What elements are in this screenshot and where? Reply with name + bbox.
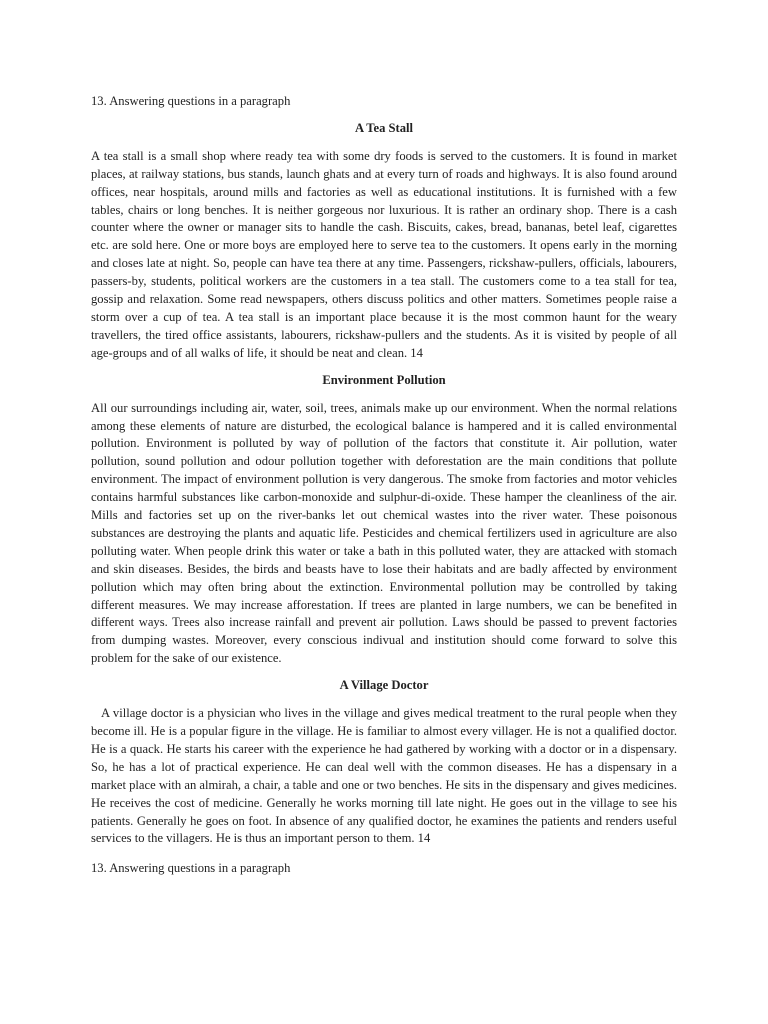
paragraph-village-doctor: A village doctor is a physician who lives in the village and gives medical treatment to the rural people when they become ill. He is a popular figure in the village. He is familiar to almost every villager. He is not a qualified doctor. He is a quack. He starts his career with the experience he had gathered by working with a doctor or in a dispensary. So, he has a lot of practical experience. He can deal well with the common diseases. He has a dispensary in a market place with an almirah, a chair, a table and one or two benches. He sits in the dispensary and gives medicines. He receives the cost of medicine. Generally he works morning till late night. He goes out in the village to see his patients. Generally he goes on foot. In absence of any qualified doctor, he examines the patients and renders useful services to the villagers. He is thus an important person to them. 14 <box>91 706 677 846</box>
heading-environment-pollution: Environment Pollution <box>322 372 446 387</box>
section-environment-pollution <box>91 372 677 669</box>
section-tea-stall <box>91 120 677 363</box>
paragraph-environment-pollution: All our surroundings including air, water, soil, trees, animals make up our environment. When the normal relations among these elements of nature are disturbed, the ecological balance is hampered and it is called environmental pollution. Environment is polluted by way of pollution of the factors that constitute it. Air pollution, water pollution, sound pollution and odour pollution together with deforestation are the main conditions that pollute environment. The impact of environment pollution is very dangerous. The smoke from factories and motor vehicles contains harmful substances like carbon-monoxide and sulphur-di-oxide. These hamper the cleanliness of the air. Mills and factories set up on the river-banks let out chemical wastes into the river water. These poisonous substances are destroying the plants and aquatic life. Pesticides and chemical fertilizers used in agriculture are also polluting water. When people drink this water or take a bath in this polluted water, they are attacked with stomach and skin diseases. Besides, the birds and beasts have to lose their habitats and are badly affected by environment pollution which may often bring about the extinction. Environmental pollution may be controlled by taking different measures. We may increase afforestation. If trees are planted in large numbers, we can be benefited in different ways. Trees also increase rainfall and prevent air pollution. Laws should be passed to prevent factories from dumping wastes. Moreover, every conscious indivual and institution should come forward to solve this problem for the sake of our existence. <box>91 400 677 666</box>
paragraph-tea-stall: A tea stall is a small shop where ready tea with some dry foods is served to the customers. It is found in market places, at railway stations, bus stands, launch ghats and at every turn of roads and highways. It is also found around offices, near hospitals, around mills and factories as well as educational institutions. It is furnished with a few tables, chairs or long benches. It is neither gorgeous nor luxurious. It is rather an ordinary shop. There is a cash counter where the owner or manager sits to handle the cash. Biscuits, cakes, bread, bananas, betel leaf, cigarettes etc. are sold here. One or more boys are employed here to serve tea to the customers. It opens early in the morning and closes late at night. So, people can have tea there at any time. Passengers, rickshaw-pullers, officials, labourers, passers-by, students, political workers are the customers in a tea stall. The customers come to a tea stall for tea, gossip and relaxation. Some read newspapers, others discuss politics and other matters. Sometimes people raise a storm over a cup of tea. A tea stall is an important place because it is the most common haunt for the weary travellers, the tired office assistants, labourers, rickshaw-pullers and the students. As it is visited by people of all age-groups and of all walks of life, it should be neat and clean. 14 <box>91 148 677 360</box>
heading-tea-stall: A Tea Stall <box>354 120 414 135</box>
heading-village-doctor: A Village Doctor <box>339 678 429 693</box>
section-village-doctor <box>91 677 677 848</box>
section-label-bottom: 13. Answering questions in a paragraph <box>91 861 291 876</box>
section-label-top: 13. Answering questions in a paragraph <box>91 94 291 108</box>
